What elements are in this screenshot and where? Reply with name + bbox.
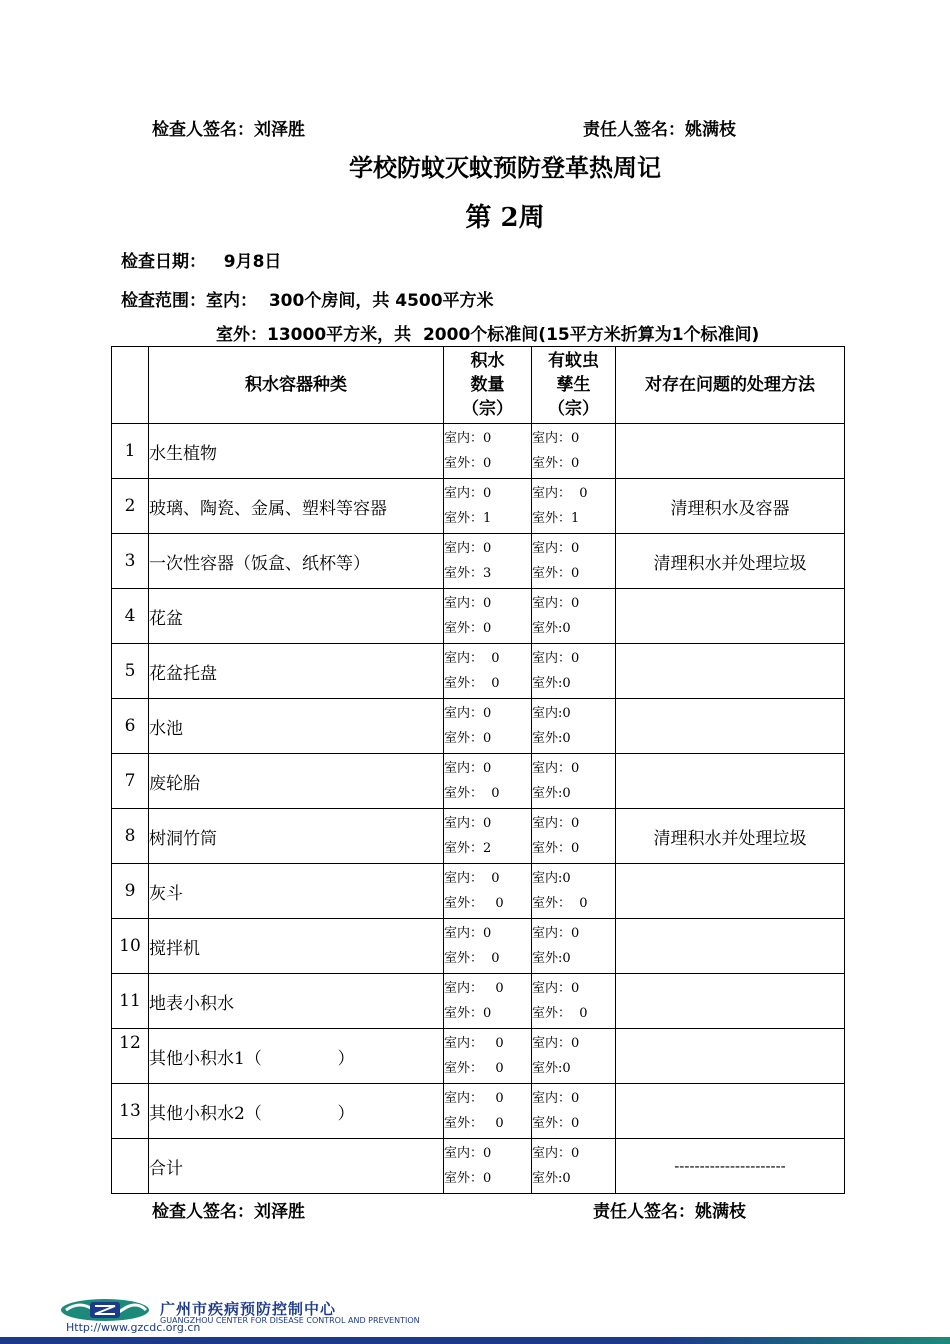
row-number: 2 [112, 479, 149, 534]
row-water-count [444, 919, 532, 974]
table-row [112, 589, 845, 644]
scope-indoor: 检查范围：室内： 300个房间，共 4500平方米 [121, 291, 494, 311]
water-outdoor: 室外：0 [444, 621, 492, 636]
larvae-indoor: 室内：0 [532, 651, 580, 666]
row-larvae-count [532, 479, 616, 534]
row-larvae-count [532, 644, 616, 699]
row-water-count [444, 644, 532, 699]
water-outdoor: 室外：0 [444, 731, 492, 746]
row-method [616, 1084, 845, 1139]
row-water-count [444, 699, 532, 754]
row-container-type: 其他小积水2（ ） [149, 1084, 444, 1139]
header-larvae-count [532, 347, 616, 424]
top-inspector-signature: 检查人签名：刘泽胜 [152, 120, 305, 140]
row-larvae-count [532, 1029, 616, 1084]
header-container-type: 积水容器种类 [149, 347, 444, 424]
larvae-indoor: 室内：0 [532, 596, 580, 611]
water-indoor: 室内：0 [444, 1146, 492, 1161]
water-indoor: 室内： 0 [444, 871, 500, 886]
row-container-type: 花盆 [149, 589, 444, 644]
bottom-responsible-signature: 责任人签名：姚满枝 [593, 1202, 746, 1222]
row-larvae-count [532, 534, 616, 589]
larvae-indoor: 室内：0 [532, 981, 580, 996]
water-outdoor: 室外： 0 [444, 676, 500, 691]
inspection-table [111, 346, 845, 1194]
row-larvae-count [532, 809, 616, 864]
row-number: 7 [112, 754, 149, 809]
page-title: 学校防蚊灭蚊预防登革热周记 [349, 153, 661, 182]
row-number: 4 [112, 589, 149, 644]
row-container-type: 地表小积水 [149, 974, 444, 1029]
water-outdoor: 室外：3 [444, 566, 492, 581]
table-row [112, 974, 845, 1029]
row-larvae-count [532, 1084, 616, 1139]
row-water-count [444, 974, 532, 1029]
row-number: 5 [112, 644, 149, 699]
row-container-type: 废轮胎 [149, 754, 444, 809]
table-row [112, 1029, 845, 1084]
row-number: 6 [112, 699, 149, 754]
header-water-line2: 数量 [470, 375, 505, 395]
water-outdoor: 室外： 0 [444, 1116, 504, 1131]
header-water-line1: 积水 [470, 351, 505, 371]
table-row [112, 754, 845, 809]
row-larvae-count [532, 1139, 616, 1194]
header-number [112, 347, 149, 424]
table-body [112, 424, 845, 1194]
row-number [112, 1139, 149, 1194]
row-water-count [444, 479, 532, 534]
larvae-outdoor: 室外：0 [532, 1116, 580, 1131]
larvae-outdoor: 室外:0 [532, 1061, 571, 1076]
row-container-type: 水池 [149, 699, 444, 754]
inspection-date: 检查日期： 9月8日 [121, 252, 282, 272]
table-row [112, 864, 845, 919]
row-method [616, 589, 845, 644]
footer-org-name: 广州市疾病预防控制中心 [160, 1300, 337, 1318]
row-larvae-count [532, 589, 616, 644]
header-water-count [444, 347, 532, 424]
row-method: 清理积水及容器 [616, 479, 845, 534]
larvae-indoor: 室内：0 [532, 1091, 580, 1106]
row-number: 9 [112, 864, 149, 919]
row-water-count [444, 589, 532, 644]
larvae-outdoor: 室外:0 [532, 676, 571, 691]
larvae-outdoor: 室外:0 [532, 951, 571, 966]
week-label: 第 2周 [465, 203, 545, 233]
larvae-outdoor: 室外:0 [532, 786, 571, 801]
water-indoor: 室内：0 [444, 926, 492, 941]
row-water-count [444, 534, 532, 589]
row-method [616, 919, 845, 974]
water-indoor: 室内：0 [444, 816, 492, 831]
water-outdoor: 室外： 0 [444, 896, 504, 911]
water-indoor: 室内： 0 [444, 1036, 504, 1051]
water-outdoor: 室外：2 [444, 841, 492, 856]
row-water-count [444, 864, 532, 919]
row-number: 12 [112, 1029, 149, 1084]
row-method [616, 424, 845, 479]
larvae-outdoor: 室外：0 [532, 841, 580, 856]
table-row [112, 424, 845, 479]
row-larvae-count [532, 699, 616, 754]
row-water-count [444, 809, 532, 864]
water-indoor: 室内： 0 [444, 981, 504, 996]
row-container-type: 合计 [149, 1139, 444, 1194]
water-indoor: 室内： 0 [444, 1091, 504, 1106]
row-larvae-count [532, 424, 616, 479]
footer-url: Http://www.gzcdc.org.cn [66, 1321, 201, 1334]
water-indoor: 室内： 0 [444, 651, 500, 666]
water-indoor: 室内：0 [444, 541, 492, 556]
water-outdoor: 室外：1 [444, 511, 492, 526]
water-outdoor: 室外：0 [444, 1171, 492, 1186]
row-number: 13 [112, 1084, 149, 1139]
bottom-inspector-signature: 检查人签名：刘泽胜 [152, 1202, 305, 1222]
row-water-count [444, 754, 532, 809]
row-method [616, 864, 845, 919]
larvae-indoor: 室内：0 [532, 541, 580, 556]
row-larvae-count [532, 919, 616, 974]
larvae-indoor: 室内：0 [532, 431, 580, 446]
larvae-indoor: 室内：0 [532, 926, 580, 941]
water-outdoor: 室外：0 [444, 1006, 492, 1021]
footer-bar [0, 1337, 950, 1344]
row-number: 10 [112, 919, 149, 974]
row-method [616, 974, 845, 1029]
header-larvae-line2: 孳生 [556, 375, 591, 395]
water-indoor: 室内：0 [444, 431, 492, 446]
row-container-type: 一次性容器（饭盒、纸杯等） [149, 534, 444, 589]
water-indoor: 室内：0 [444, 706, 492, 721]
water-outdoor: 室外：0 [444, 456, 492, 471]
header-larvae-line3: （宗） [548, 399, 599, 419]
larvae-indoor: 室内：0 [532, 1146, 580, 1161]
top-responsible-signature: 责任人签名：姚满枝 [583, 120, 736, 140]
larvae-outdoor: 室外：0 [532, 566, 580, 581]
water-outdoor: 室外： 0 [444, 1061, 504, 1076]
larvae-indoor: 室内：0 [532, 816, 580, 831]
larvae-outdoor: 室外： 0 [532, 1006, 588, 1021]
row-method [616, 1029, 845, 1084]
larvae-outdoor: 室外：1 [532, 511, 580, 526]
header-larvae-line1: 有蚊虫 [548, 351, 599, 371]
row-larvae-count [532, 864, 616, 919]
table-row [112, 919, 845, 974]
row-number: 1 [112, 424, 149, 479]
water-indoor: 室内：0 [444, 761, 492, 776]
header-method: 对存在问题的处理方法 [616, 347, 845, 424]
row-container-type: 搅拌机 [149, 919, 444, 974]
water-indoor: 室内：0 [444, 486, 492, 501]
larvae-indoor: 室内:0 [532, 706, 571, 721]
larvae-indoor: 室内： 0 [532, 486, 588, 501]
larvae-indoor: 室内:0 [532, 871, 571, 886]
row-method: ---------------------- [616, 1139, 845, 1194]
table-row [112, 534, 845, 589]
row-method: 清理积水并处理垃圾 [616, 534, 845, 589]
header-water-line3: （宗） [462, 399, 513, 419]
larvae-outdoor: 室外:0 [532, 621, 571, 636]
larvae-outdoor: 室外：0 [532, 456, 580, 471]
row-container-type: 水生植物 [149, 424, 444, 479]
row-method [616, 699, 845, 754]
water-outdoor: 室外： 0 [444, 786, 500, 801]
water-outdoor: 室外： 0 [444, 951, 500, 966]
row-container-type: 树洞竹筒 [149, 809, 444, 864]
scope-outdoor: 室外：13000平方米，共 2000个标准间(15平方米折算为1个标准间) [216, 325, 760, 345]
footer-org-english: GUANGZHOU CENTER FOR DISEASE CONTROL AND PREVENTION [160, 1316, 420, 1325]
table-row [112, 809, 845, 864]
table-row [112, 1084, 845, 1139]
larvae-indoor: 室内：0 [532, 1036, 580, 1051]
row-number: 3 [112, 534, 149, 589]
row-larvae-count [532, 974, 616, 1029]
table-row [112, 644, 845, 699]
row-container-type: 玻璃、陶瓷、金属、塑料等容器 [149, 479, 444, 534]
row-number: 8 [112, 809, 149, 864]
row-container-type: 其他小积水1（ ） [149, 1029, 444, 1084]
larvae-outdoor: 室外： 0 [532, 896, 588, 911]
row-method [616, 754, 845, 809]
row-water-count [444, 1084, 532, 1139]
row-water-count [444, 1139, 532, 1194]
row-larvae-count [532, 754, 616, 809]
row-method: 清理积水并处理垃圾 [616, 809, 845, 864]
row-container-type: 灰斗 [149, 864, 444, 919]
row-container-type: 花盆托盘 [149, 644, 444, 699]
row-water-count [444, 424, 532, 479]
table-row [112, 1139, 845, 1194]
row-method [616, 644, 845, 699]
row-water-count [444, 1029, 532, 1084]
table-row [112, 699, 845, 754]
table-row [112, 479, 845, 534]
larvae-outdoor: 室外:0 [532, 731, 571, 746]
row-number: 11 [112, 974, 149, 1029]
water-indoor: 室内：0 [444, 596, 492, 611]
table-header-row [112, 347, 845, 424]
larvae-outdoor: 室外:0 [532, 1171, 571, 1186]
larvae-indoor: 室内：0 [532, 761, 580, 776]
